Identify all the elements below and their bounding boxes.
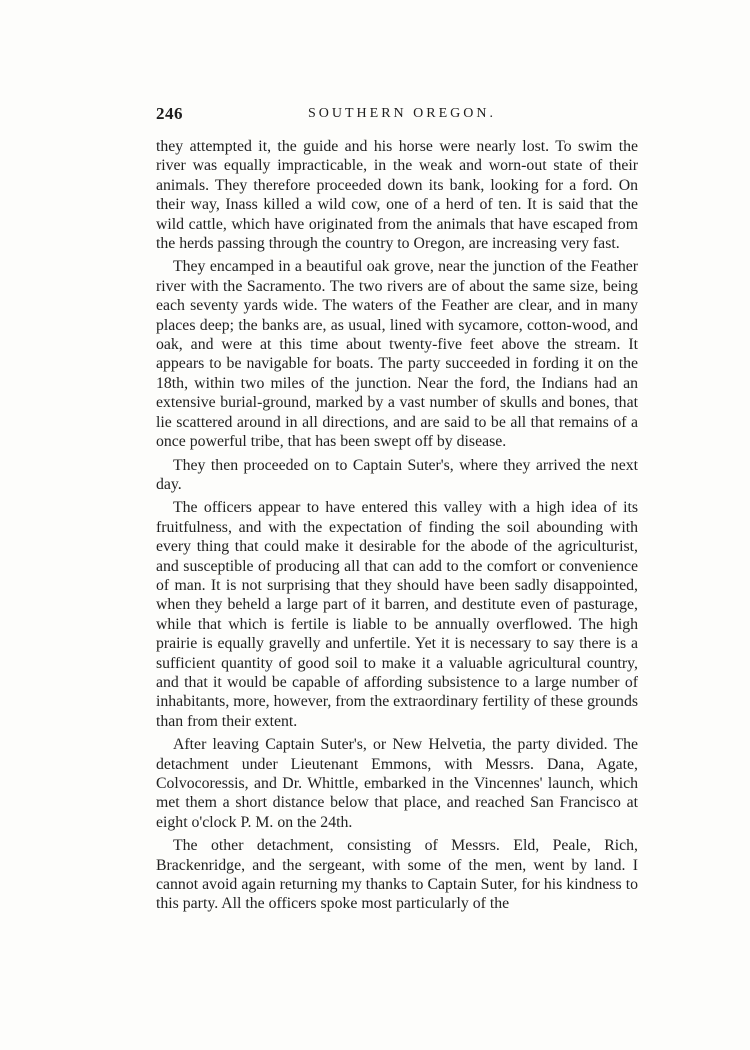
paragraph: They then proceeded on to Captain Suter's, where they arrived the next day.	[156, 456, 638, 493]
paragraph: They encamped in a beautiful oak grove, near the junction of the Feather river with the Sacramento. The two rivers are of about the same size, being each seventy yards wide. The waters of the Feather are clear, and in many places deep; the banks are, as usual, lined with sycamore, cotton-wood, and oak, and were at this time about twenty-five feet above the stream. It appears to be navigable for boats. The party succeeded in fording it on the 18th, within two miles of the junction. Near the ford, the Indians had an extensive burial-ground, marked by a vast number of skulls and bones, that lie scattered around in all directions, and are said to be all that remains of a once powerful tribe, that has been swept off by disease.	[156, 258, 638, 451]
paragraph: they attempted it, the guide and his horse were nearly lost. To swim the river was equally impracticable, in the weak and worn-out state of their animals. They therefore proceeded down its bank, looking for a ford. On their way, Inass killed a wild cow, one of a herd of ten. It is said that the wild cattle, which have originated from the animals that have escaped from the herds passing through the country to Oregon, are increasing very fast.	[156, 138, 638, 253]
body-text	[156, 137, 638, 918]
page-header	[156, 104, 636, 134]
paragraph: The officers appear to have entered this valley with a high idea of its fruitfulness, and with the expectation of finding the soil abounding with every thing that could make it desirable for the abode of the agriculturist, and susceptible of producing all that can add to the comfort or convenience of man. It is not surprising that they should have been sadly disappointed, when they beheld a large part of it barren, and destitute even of pasturage, while that which is fertile is liable to be annually overflowed. The high prairie is equally gravelly and unfertile. Yet it is necessary to say there is a sufficient quantity of good soil to make it a valuable agricultural country, and that it would be capable of affording subsistence to a large number of inhabitants, more, however, from the extraordinary fertility of these grounds than from their extent.	[156, 499, 638, 730]
paragraph: The other detachment, consisting of Messrs. Eld, Peale, Rich, Brackenridge, and the sergeant, with some of the men, went by land. I cannot avoid again returning my thanks to Captain Suter, for his kindness to this party. All the officers spoke most particularly of the	[156, 837, 638, 913]
paragraph: After leaving Captain Suter's, or New Helvetia, the party divided. The detachment under Lieutenant Emmons, with Messrs. Dana, Agate, Colvocoressis, and Dr. Whittle, embarked in the Vincennes' launch, which met them a short distance below that place, and reached San Francisco at eight o'clock P. M. on the 24th.	[156, 736, 638, 831]
running-head: SOUTHERN OREGON.	[308, 106, 496, 121]
page-number: 246	[156, 104, 183, 123]
